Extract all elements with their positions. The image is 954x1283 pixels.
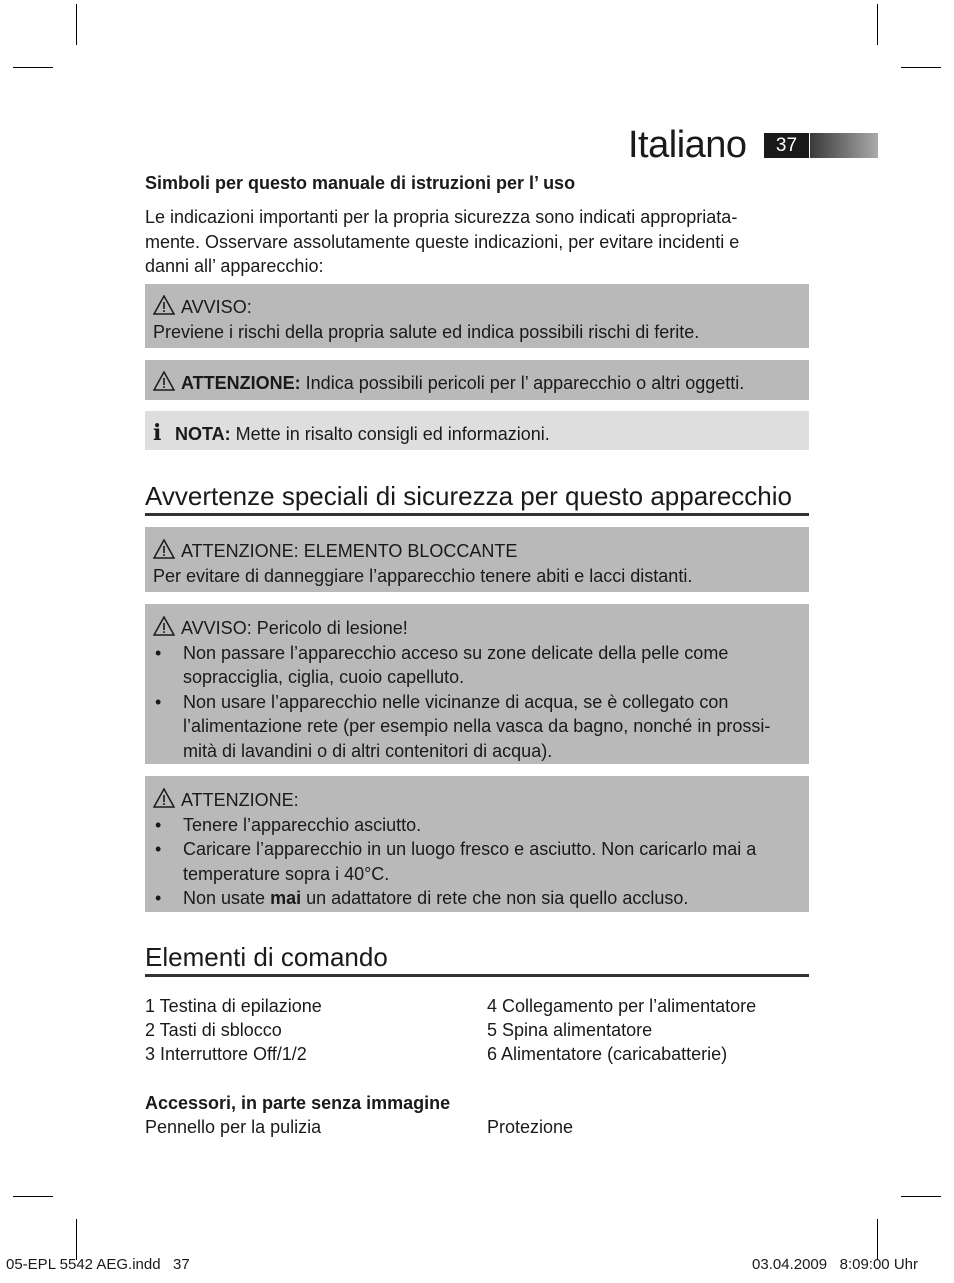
bullet-item: • Tenere l’apparecchio asciutto. <box>155 814 422 835</box>
crop-mark <box>76 1219 77 1260</box>
box3-label: ATTENZIONE: <box>181 790 299 810</box>
warning-triangle-icon <box>153 539 175 559</box>
crop-mark <box>13 67 53 68</box>
bullet-item: • Non passare l’apparecchio acceso su zone delicate della pelle come sopracciglia, ciglia, cuoio capelluto. <box>155 642 729 687</box>
safety-box-2 <box>145 604 809 764</box>
box2-label: AVVISO: <box>181 618 252 638</box>
crop-mark <box>901 1196 941 1197</box>
accessory-item: Protezione <box>487 1117 574 1137</box>
attenzione-text: Indica possibili pericoli per l’ apparecchio o altri oggetti. <box>305 373 745 393</box>
warning-triangle-icon <box>153 371 175 391</box>
info-icon: i <box>153 420 162 446</box>
intro-heading: Simboli per questo manuale di istruzioni per l’ uso <box>145 173 576 193</box>
bullet-item: • Non usare l’apparecchio nelle vicinanze di acqua, se è collegato con l’alimentazione rete (per esempio nella vasca da bagno, nonché in prossi- mità di lavandini o di altri contenitori di acqua). <box>155 691 771 761</box>
control-item: 2 Tasti di sblocco <box>145 1020 282 1040</box>
crop-mark <box>76 4 77 45</box>
intro-line: danni all’ apparecchio: <box>145 256 324 276</box>
control-item: 1 Testina di epilazione <box>145 996 322 1016</box>
bullet-item: • Non usate mai un adattatore di rete che non sia quello accluso. <box>155 888 689 908</box>
safety-heading: Avvertenze speciali di sicurezza per questo apparecchio <box>145 481 792 511</box>
accessory-item: Pennello per la pulizia <box>145 1117 322 1137</box>
safety-box-1 <box>145 527 809 592</box>
control-item: 6 Alimentatore (caricabatterie) <box>487 1044 728 1064</box>
crop-mark <box>13 1196 53 1197</box>
box1-text: Per evitare di danneggiare l’apparecchio tenere abiti e lacci distanti. <box>153 565 693 586</box>
box1-label: ATTENZIONE: <box>181 541 299 561</box>
control-item: 3 Interruttore Off/1/2 <box>145 1044 307 1064</box>
safety-box-3 <box>145 776 809 912</box>
avviso-text: Previene i rischi della propria salute ed indica possibili rischi di ferite. <box>153 321 700 342</box>
header-gradient-bar <box>810 133 878 158</box>
footer-timestamp: 03.04.2009 8:09:00 Uhr <box>752 1256 918 1273</box>
attenzione-box <box>145 360 809 400</box>
page-number: 37 <box>764 133 809 158</box>
control-item: 4 Collegamento per l’alimentatore <box>487 996 757 1016</box>
crop-mark <box>877 1219 878 1260</box>
attenzione-label: ATTENZIONE: <box>181 373 301 393</box>
box2-title: Pericolo di lesione! <box>256 618 408 638</box>
nota-label: NOTA: <box>175 424 231 444</box>
controls-heading: Elementi di comando <box>145 942 388 972</box>
crop-mark <box>901 67 941 68</box>
crop-mark <box>877 4 878 45</box>
footer-file-info: 05-EPL 5542 AEG.indd 37 <box>6 1256 190 1273</box>
nota-text: Mette in risalto consigli ed informazioni. <box>235 424 550 444</box>
section-rule <box>145 974 809 977</box>
section-rule <box>145 513 809 516</box>
box1-title: ELEMENTO BLOCCANTE <box>303 541 518 561</box>
intro-line: mente. Osservare assolutamente queste indicazioni, per evitare incidenti e <box>145 231 740 252</box>
page-title: Italiano <box>628 124 747 166</box>
warning-triangle-icon <box>153 295 175 315</box>
avviso-label: AVVISO: <box>181 297 252 317</box>
warning-triangle-icon <box>153 616 175 636</box>
accessories-heading: Accessori, in parte senza immagine <box>145 1093 451 1113</box>
control-item: 5 Spina alimentatore <box>487 1020 653 1040</box>
avviso-box <box>145 284 809 348</box>
warning-triangle-icon <box>153 788 175 808</box>
nota-box <box>145 411 809 450</box>
intro-line: Le indicazioni importanti per la propria sicurezza sono indicati appropriata- <box>145 207 738 227</box>
bullet-item: • Caricare l’apparecchio in un luogo fresco e asciutto. Non caricarlo mai a temperature sopra i 40°C. <box>155 839 757 884</box>
